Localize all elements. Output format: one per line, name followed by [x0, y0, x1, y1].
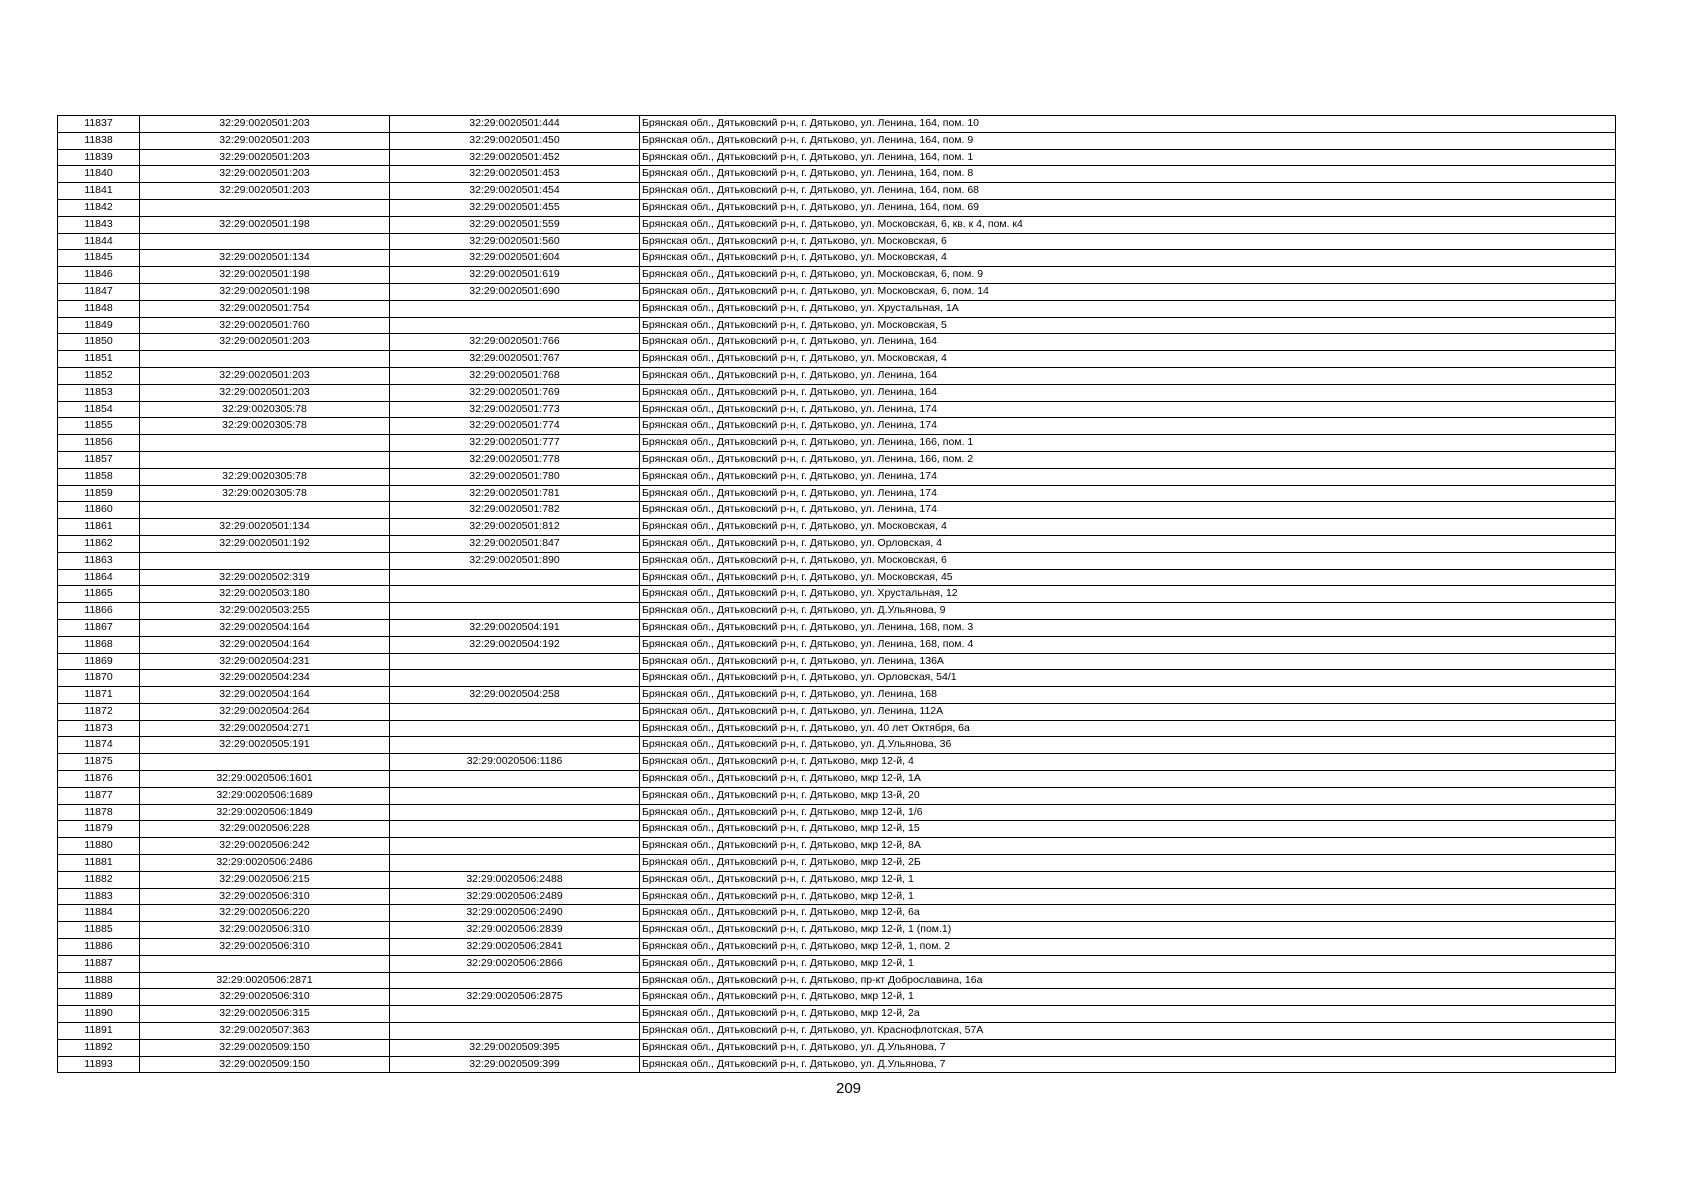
table-row	[58, 855, 1616, 872]
table-row	[58, 116, 1616, 133]
object-number-cell: 32:29:0020501:777	[390, 435, 640, 452]
object-number-cell: 32:29:0020501:782	[390, 502, 640, 519]
address-cell: Брянская обл., Дятьковский р-н, г. Дятьково, ул. Ленина, 166, пом. 1	[640, 435, 1616, 452]
table-row	[58, 804, 1616, 821]
table-row	[58, 787, 1616, 804]
table-row	[58, 267, 1616, 284]
table-row	[58, 183, 1616, 200]
table-row	[58, 955, 1616, 972]
land-plot-number-cell: 32:29:0020501:192	[140, 535, 390, 552]
table-row	[58, 1039, 1616, 1056]
row-number-cell: 11842	[58, 199, 140, 216]
land-plot-number-cell: 32:29:0020506:310	[140, 989, 390, 1006]
address-cell: Брянская обл., Дятьковский р-н, г. Дятьково, ул. Ленина, 112А	[640, 703, 1616, 720]
object-number-cell: 32:29:0020501:619	[390, 267, 640, 284]
row-number-cell: 11845	[58, 250, 140, 267]
table-row	[58, 905, 1616, 922]
address-cell: Брянская обл., Дятьковский р-н, г. Дятьково, ул. Д.Ульянова, 7	[640, 1039, 1616, 1056]
land-plot-number-cell: 32:29:0020504:264	[140, 703, 390, 720]
object-number-cell	[390, 317, 640, 334]
address-cell: Брянская обл., Дятьковский р-н, г. Дятьково, ул. Краснофлотская, 57А	[640, 1023, 1616, 1040]
object-number-cell: 32:29:0020501:847	[390, 535, 640, 552]
address-cell: Брянская обл., Дятьковский р-н, г. Дятьково, ул. Орловская, 4	[640, 535, 1616, 552]
row-number-cell: 11886	[58, 939, 140, 956]
address-cell: Брянская обл., Дятьковский р-н, г. Дятьково, ул. Московская, 5	[640, 317, 1616, 334]
table-row	[58, 586, 1616, 603]
row-number-cell: 11867	[58, 619, 140, 636]
row-number-cell: 11860	[58, 502, 140, 519]
address-cell: Брянская обл., Дятьковский р-н, г. Дятьково, мкр 12-й, 2а	[640, 1006, 1616, 1023]
land-plot-number-cell	[140, 502, 390, 519]
land-plot-number-cell	[140, 351, 390, 368]
table-row	[58, 636, 1616, 653]
address-cell: Брянская обл., Дятьковский р-н, г. Дятьково, ул. Ленина, 168	[640, 687, 1616, 704]
row-number-cell: 11838	[58, 132, 140, 149]
address-cell: Брянская обл., Дятьковский р-н, г. Дятьково, ул. Хрустальная, 1А	[640, 300, 1616, 317]
address-cell: Брянская обл., Дятьковский р-н, г. Дятьково, мкр 12-й, 4	[640, 754, 1616, 771]
address-cell: Брянская обл., Дятьковский р-н, г. Дятьково, мкр 12-й, 8А	[640, 838, 1616, 855]
address-cell: Брянская обл., Дятьковский р-н, г. Дятьково, ул. Хрустальная, 12	[640, 586, 1616, 603]
address-cell: Брянская обл., Дятьковский р-н, г. Дятьково, мкр 13-й, 20	[640, 787, 1616, 804]
table-row	[58, 871, 1616, 888]
object-number-cell	[390, 603, 640, 620]
row-number-cell: 11846	[58, 267, 140, 284]
land-plot-number-cell: 32:29:0020501:203	[140, 334, 390, 351]
table-row	[58, 233, 1616, 250]
table-row	[58, 922, 1616, 939]
object-number-cell: 32:29:0020501:767	[390, 351, 640, 368]
row-number-cell: 11869	[58, 653, 140, 670]
address-cell: Брянская обл., Дятьковский р-н, г. Дятьково, мкр 12-й, 1	[640, 955, 1616, 972]
row-number-cell: 11840	[58, 166, 140, 183]
object-number-cell: 32:29:0020506:2866	[390, 955, 640, 972]
table-row	[58, 838, 1616, 855]
land-plot-number-cell	[140, 955, 390, 972]
table-row	[58, 384, 1616, 401]
object-number-cell	[390, 300, 640, 317]
address-cell: Брянская обл., Дятьковский р-н, г. Дятьково, ул. Московская, 45	[640, 569, 1616, 586]
land-plot-number-cell: 32:29:0020504:231	[140, 653, 390, 670]
object-number-cell	[390, 703, 640, 720]
address-cell: Брянская обл., Дятьковский р-н, г. Дятьково, ул. Д.Ульянова, 7	[640, 1056, 1616, 1073]
object-number-cell: 32:29:0020501:450	[390, 132, 640, 149]
object-number-cell: 32:29:0020501:766	[390, 334, 640, 351]
object-number-cell: 32:29:0020506:2875	[390, 989, 640, 1006]
table-row	[58, 720, 1616, 737]
object-number-cell: 32:29:0020501:690	[390, 283, 640, 300]
address-cell: Брянская обл., Дятьковский р-н, г. Дятьково, ул. Ленина, 164	[640, 384, 1616, 401]
address-cell: Брянская обл., Дятьковский р-н, г. Дятьково, ул. Московская, 4	[640, 519, 1616, 536]
object-number-cell: 32:29:0020504:191	[390, 619, 640, 636]
row-number-cell: 11853	[58, 384, 140, 401]
table-row	[58, 535, 1616, 552]
row-number-cell: 11857	[58, 451, 140, 468]
address-cell: Брянская обл., Дятьковский р-н, г. Дятьково, ул. Ленина, 164, пом. 10	[640, 116, 1616, 133]
row-number-cell: 11892	[58, 1039, 140, 1056]
object-number-cell: 32:29:0020504:192	[390, 636, 640, 653]
row-number-cell: 11876	[58, 771, 140, 788]
land-plot-number-cell: 32:29:0020501:754	[140, 300, 390, 317]
object-number-cell: 32:29:0020501:769	[390, 384, 640, 401]
row-number-cell: 11852	[58, 367, 140, 384]
object-number-cell: 32:29:0020501:778	[390, 451, 640, 468]
address-cell: Брянская обл., Дятьковский р-н, г. Дятьково, ул. Ленина, 164, пом. 68	[640, 183, 1616, 200]
address-cell: Брянская обл., Дятьковский р-н, г. Дятьково, мкр 12-й, 1	[640, 989, 1616, 1006]
table-row	[58, 132, 1616, 149]
land-plot-number-cell: 32:29:0020504:164	[140, 636, 390, 653]
address-cell: Брянская обл., Дятьковский р-н, г. Дятьково, ул. Ленина, 174	[640, 502, 1616, 519]
row-number-cell: 11855	[58, 418, 140, 435]
table-row	[58, 1023, 1616, 1040]
land-plot-number-cell: 32:29:0020506:2486	[140, 855, 390, 872]
land-plot-number-cell: 32:29:0020506:1849	[140, 804, 390, 821]
object-number-cell: 32:29:0020506:1186	[390, 754, 640, 771]
land-plot-number-cell: 32:29:0020305:78	[140, 418, 390, 435]
object-number-cell: 32:29:0020501:768	[390, 367, 640, 384]
row-number-cell: 11879	[58, 821, 140, 838]
table-row	[58, 351, 1616, 368]
address-cell: Брянская обл., Дятьковский р-н, г. Дятьково, ул. Ленина, 168, пом. 4	[640, 636, 1616, 653]
land-plot-number-cell: 32:29:0020509:150	[140, 1056, 390, 1073]
table-row	[58, 334, 1616, 351]
object-number-cell: 32:29:0020506:2488	[390, 871, 640, 888]
address-cell: Брянская обл., Дятьковский р-н, г. Дятьково, мкр 12-й, 1	[640, 888, 1616, 905]
object-number-cell	[390, 787, 640, 804]
address-cell: Брянская обл., Дятьковский р-н, г. Дятьково, ул. Д.Ульянова, 9	[640, 603, 1616, 620]
row-number-cell: 11843	[58, 216, 140, 233]
land-plot-number-cell: 32:29:0020507:363	[140, 1023, 390, 1040]
object-number-cell: 32:29:0020504:258	[390, 687, 640, 704]
land-plot-number-cell: 32:29:0020501:203	[140, 149, 390, 166]
land-plot-number-cell: 32:29:0020501:203	[140, 116, 390, 133]
address-cell: Брянская обл., Дятьковский р-н, г. Дятьково, ул. Московская, 6, пом. 14	[640, 283, 1616, 300]
object-number-cell	[390, 670, 640, 687]
row-number-cell: 11844	[58, 233, 140, 250]
land-plot-number-cell	[140, 199, 390, 216]
object-number-cell	[390, 720, 640, 737]
address-cell: Брянская обл., Дятьковский р-н, г. Дятьково, мкр 12-й, 1 (пом.1)	[640, 922, 1616, 939]
row-number-cell: 11850	[58, 334, 140, 351]
land-plot-number-cell: 32:29:0020506:1601	[140, 771, 390, 788]
row-number-cell: 11858	[58, 468, 140, 485]
row-number-cell: 11880	[58, 838, 140, 855]
land-plot-number-cell: 32:29:0020506:228	[140, 821, 390, 838]
row-number-cell: 11891	[58, 1023, 140, 1040]
land-plot-number-cell: 32:29:0020506:310	[140, 939, 390, 956]
row-number-cell: 11854	[58, 401, 140, 418]
table-row	[58, 552, 1616, 569]
land-plot-number-cell: 32:29:0020502:319	[140, 569, 390, 586]
table-row	[58, 401, 1616, 418]
address-cell: Брянская обл., Дятьковский р-н, г. Дятьково, ул. 40 лет Октября, 6а	[640, 720, 1616, 737]
land-plot-number-cell: 32:29:0020501:203	[140, 183, 390, 200]
row-number-cell: 11863	[58, 552, 140, 569]
row-number-cell: 11884	[58, 905, 140, 922]
land-plot-number-cell: 32:29:0020506:215	[140, 871, 390, 888]
address-cell: Брянская обл., Дятьковский р-н, г. Дятьково, ул. Московская, 6	[640, 233, 1616, 250]
address-cell: Брянская обл., Дятьковский р-н, г. Дятьково, ул. Московская, 6, пом. 9	[640, 267, 1616, 284]
object-number-cell: 32:29:0020501:774	[390, 418, 640, 435]
address-cell: Брянская обл., Дятьковский р-н, г. Дятьково, ул. Ленина, 164	[640, 334, 1616, 351]
address-cell: Брянская обл., Дятьковский р-н, г. Дятьково, ул. Ленина, 164, пом. 1	[640, 149, 1616, 166]
table-row	[58, 519, 1616, 536]
row-number-cell: 11870	[58, 670, 140, 687]
address-cell: Брянская обл., Дятьковский р-н, г. Дятьково, ул. Московская, 4	[640, 351, 1616, 368]
object-number-cell: 32:29:0020501:604	[390, 250, 640, 267]
land-plot-number-cell: 32:29:0020305:78	[140, 485, 390, 502]
table-row	[58, 367, 1616, 384]
address-cell: Брянская обл., Дятьковский р-н, г. Дятьково, ул. Ленина, 164	[640, 367, 1616, 384]
address-cell: Брянская обл., Дятьковский р-н, г. Дятьково, ул. Ленина, 174	[640, 418, 1616, 435]
address-cell: Брянская обл., Дятьковский р-н, г. Дятьково, ул. Ленина, 168, пом. 3	[640, 619, 1616, 636]
row-number-cell: 11887	[58, 955, 140, 972]
table-row	[58, 972, 1616, 989]
address-cell: Брянская обл., Дятьковский р-н, г. Дятьково, ул. Ленина, 174	[640, 401, 1616, 418]
land-plot-number-cell	[140, 451, 390, 468]
object-number-cell: 32:29:0020506:2490	[390, 905, 640, 922]
table-row	[58, 199, 1616, 216]
land-plot-number-cell: 32:29:0020506:2871	[140, 972, 390, 989]
table-row	[58, 687, 1616, 704]
object-number-cell: 32:29:0020506:2841	[390, 939, 640, 956]
object-number-cell: 32:29:0020501:781	[390, 485, 640, 502]
land-plot-number-cell: 32:29:0020501:203	[140, 384, 390, 401]
object-number-cell: 32:29:0020501:454	[390, 183, 640, 200]
table-row	[58, 754, 1616, 771]
table-row	[58, 317, 1616, 334]
land-plot-number-cell: 32:29:0020501:134	[140, 519, 390, 536]
address-cell: Брянская обл., Дятьковский р-н, г. Дятьково, ул. Московская, 4	[640, 250, 1616, 267]
table-row	[58, 149, 1616, 166]
row-number-cell: 11862	[58, 535, 140, 552]
land-plot-number-cell: 32:29:0020305:78	[140, 401, 390, 418]
object-number-cell: 32:29:0020501:453	[390, 166, 640, 183]
row-number-cell: 11841	[58, 183, 140, 200]
land-plot-number-cell: 32:29:0020501:198	[140, 216, 390, 233]
row-number-cell: 11861	[58, 519, 140, 536]
table-row	[58, 888, 1616, 905]
object-number-cell	[390, 653, 640, 670]
table-row	[58, 821, 1616, 838]
object-number-cell: 32:29:0020501:452	[390, 149, 640, 166]
address-cell: Брянская обл., Дятьковский р-н, г. Дятьково, ул. Московская, 6, кв. к 4, пом. к4	[640, 216, 1616, 233]
row-number-cell: 11875	[58, 754, 140, 771]
table-row	[58, 250, 1616, 267]
object-number-cell	[390, 1023, 640, 1040]
table-row	[58, 502, 1616, 519]
row-number-cell: 11872	[58, 703, 140, 720]
row-number-cell: 11848	[58, 300, 140, 317]
land-plot-number-cell: 32:29:0020501:134	[140, 250, 390, 267]
row-number-cell: 11851	[58, 351, 140, 368]
land-plot-number-cell	[140, 233, 390, 250]
table-row	[58, 300, 1616, 317]
land-plot-number-cell: 32:29:0020504:234	[140, 670, 390, 687]
land-plot-number-cell: 32:29:0020501:203	[140, 367, 390, 384]
land-plot-number-cell: 32:29:0020506:315	[140, 1006, 390, 1023]
table-row	[58, 216, 1616, 233]
row-number-cell: 11890	[58, 1006, 140, 1023]
object-number-cell	[390, 1006, 640, 1023]
address-cell: Брянская обл., Дятьковский р-н, г. Дятьково, ул. Ленина, 174	[640, 485, 1616, 502]
object-number-cell	[390, 804, 640, 821]
address-cell: Брянская обл., Дятьковский р-н, г. Дятьково, мкр 12-й, 1	[640, 871, 1616, 888]
land-plot-number-cell: 32:29:0020509:150	[140, 1039, 390, 1056]
address-cell: Брянская обл., Дятьковский р-н, г. Дятьково, мкр 12-й, 1/6	[640, 804, 1616, 821]
address-cell: Брянская обл., Дятьковский р-н, г. Дятьково, мкр 12-й, 1А	[640, 771, 1616, 788]
table-row	[58, 619, 1616, 636]
land-plot-number-cell: 32:29:0020501:203	[140, 166, 390, 183]
address-cell: Брянская обл., Дятьковский р-н, г. Дятьково, ул. Ленина, 136А	[640, 653, 1616, 670]
table-row	[58, 468, 1616, 485]
object-number-cell	[390, 855, 640, 872]
table-row	[58, 989, 1616, 1006]
address-cell: Брянская обл., Дятьковский р-н, г. Дятьково, ул. Ленина, 164, пом. 9	[640, 132, 1616, 149]
land-plot-number-cell: 32:29:0020503:180	[140, 586, 390, 603]
object-number-cell: 32:29:0020501:780	[390, 468, 640, 485]
land-plot-number-cell: 32:29:0020503:255	[140, 603, 390, 620]
row-number-cell: 11893	[58, 1056, 140, 1073]
object-number-cell	[390, 972, 640, 989]
row-number-cell: 11856	[58, 435, 140, 452]
address-cell: Брянская обл., Дятьковский р-н, г. Дятьково, ул. Московская, 6	[640, 552, 1616, 569]
land-plot-number-cell	[140, 435, 390, 452]
land-plot-number-cell: 32:29:0020506:242	[140, 838, 390, 855]
land-plot-number-cell: 32:29:0020504:271	[140, 720, 390, 737]
row-number-cell: 11859	[58, 485, 140, 502]
address-cell: Брянская обл., Дятьковский р-н, г. Дятьково, ул. Ленина, 164, пом. 8	[640, 166, 1616, 183]
land-plot-number-cell: 32:29:0020506:1689	[140, 787, 390, 804]
object-number-cell	[390, 586, 640, 603]
object-number-cell	[390, 821, 640, 838]
table-row	[58, 771, 1616, 788]
address-cell: Брянская обл., Дятьковский р-н, г. Дятьково, ул. Ленина, 164, пом. 69	[640, 199, 1616, 216]
cadastral-table-body	[58, 116, 1616, 1073]
row-number-cell: 11888	[58, 972, 140, 989]
table-row	[58, 939, 1616, 956]
object-number-cell	[390, 737, 640, 754]
row-number-cell: 11882	[58, 871, 140, 888]
row-number-cell: 11889	[58, 989, 140, 1006]
object-number-cell: 32:29:0020509:399	[390, 1056, 640, 1073]
table-row	[58, 603, 1616, 620]
address-cell: Брянская обл., Дятьковский р-н, г. Дятьково, мкр 12-й, 1, пом. 2	[640, 939, 1616, 956]
object-number-cell: 32:29:0020501:890	[390, 552, 640, 569]
row-number-cell: 11881	[58, 855, 140, 872]
table-row	[58, 283, 1616, 300]
row-number-cell: 11871	[58, 687, 140, 704]
row-number-cell: 11849	[58, 317, 140, 334]
object-number-cell: 32:29:0020506:2489	[390, 888, 640, 905]
land-plot-number-cell: 32:29:0020506:310	[140, 922, 390, 939]
row-number-cell: 11868	[58, 636, 140, 653]
row-number-cell: 11865	[58, 586, 140, 603]
table-row	[58, 653, 1616, 670]
row-number-cell: 11866	[58, 603, 140, 620]
land-plot-number-cell: 32:29:0020305:78	[140, 468, 390, 485]
table-row	[58, 451, 1616, 468]
object-number-cell: 32:29:0020501:773	[390, 401, 640, 418]
row-number-cell: 11873	[58, 720, 140, 737]
table-row	[58, 418, 1616, 435]
table-row	[58, 435, 1616, 452]
object-number-cell	[390, 569, 640, 586]
address-cell: Брянская обл., Дятьковский р-н, г. Дятьково, ул. Д.Ульянова, 36	[640, 737, 1616, 754]
row-number-cell: 11837	[58, 116, 140, 133]
page-number: 209	[835, 1080, 862, 1097]
land-plot-number-cell: 32:29:0020501:760	[140, 317, 390, 334]
table-row	[58, 670, 1616, 687]
row-number-cell: 11878	[58, 804, 140, 821]
object-number-cell: 32:29:0020501:455	[390, 199, 640, 216]
object-number-cell: 32:29:0020501:560	[390, 233, 640, 250]
row-number-cell: 11847	[58, 283, 140, 300]
address-cell: Брянская обл., Дятьковский р-н, г. Дятьково, ул. Ленина, 174	[640, 468, 1616, 485]
address-cell: Брянская обл., Дятьковский р-н, г. Дятьково, мкр 12-й, 15	[640, 821, 1616, 838]
object-number-cell: 32:29:0020506:2839	[390, 922, 640, 939]
land-plot-number-cell: 32:29:0020501:198	[140, 267, 390, 284]
row-number-cell: 11877	[58, 787, 140, 804]
land-plot-number-cell: 32:29:0020504:164	[140, 619, 390, 636]
object-number-cell: 32:29:0020501:812	[390, 519, 640, 536]
object-number-cell	[390, 771, 640, 788]
address-cell: Брянская обл., Дятьковский р-н, г. Дятьково, ул. Ленина, 166, пом. 2	[640, 451, 1616, 468]
table-row	[58, 1056, 1616, 1073]
object-number-cell: 32:29:0020501:559	[390, 216, 640, 233]
address-cell: Брянская обл., Дятьковский р-н, г. Дятьково, мкр 12-й, 6а	[640, 905, 1616, 922]
object-number-cell	[390, 838, 640, 855]
land-plot-number-cell: 32:29:0020501:203	[140, 132, 390, 149]
address-cell: Брянская обл., Дятьковский р-н, г. Дятьково, пр-кт Доброславина, 16а	[640, 972, 1616, 989]
row-number-cell: 11874	[58, 737, 140, 754]
row-number-cell: 11885	[58, 922, 140, 939]
land-plot-number-cell: 32:29:0020506:220	[140, 905, 390, 922]
cadastral-table	[57, 115, 1616, 1073]
land-plot-number-cell	[140, 754, 390, 771]
object-number-cell: 32:29:0020501:444	[390, 116, 640, 133]
object-number-cell: 32:29:0020509:395	[390, 1039, 640, 1056]
land-plot-number-cell: 32:29:0020504:164	[140, 687, 390, 704]
land-plot-number-cell	[140, 552, 390, 569]
row-number-cell: 11839	[58, 149, 140, 166]
table-row	[58, 1006, 1616, 1023]
table-row	[58, 485, 1616, 502]
address-cell: Брянская обл., Дятьковский р-н, г. Дятьково, ул. Орловская, 54/1	[640, 670, 1616, 687]
table-row	[58, 166, 1616, 183]
land-plot-number-cell: 32:29:0020506:310	[140, 888, 390, 905]
table-row	[58, 569, 1616, 586]
row-number-cell: 11883	[58, 888, 140, 905]
table-row	[58, 737, 1616, 754]
land-plot-number-cell: 32:29:0020501:198	[140, 283, 390, 300]
address-cell: Брянская обл., Дятьковский р-н, г. Дятьково, мкр 12-й, 2Б	[640, 855, 1616, 872]
table-row	[58, 703, 1616, 720]
row-number-cell: 11864	[58, 569, 140, 586]
land-plot-number-cell: 32:29:0020505:191	[140, 737, 390, 754]
